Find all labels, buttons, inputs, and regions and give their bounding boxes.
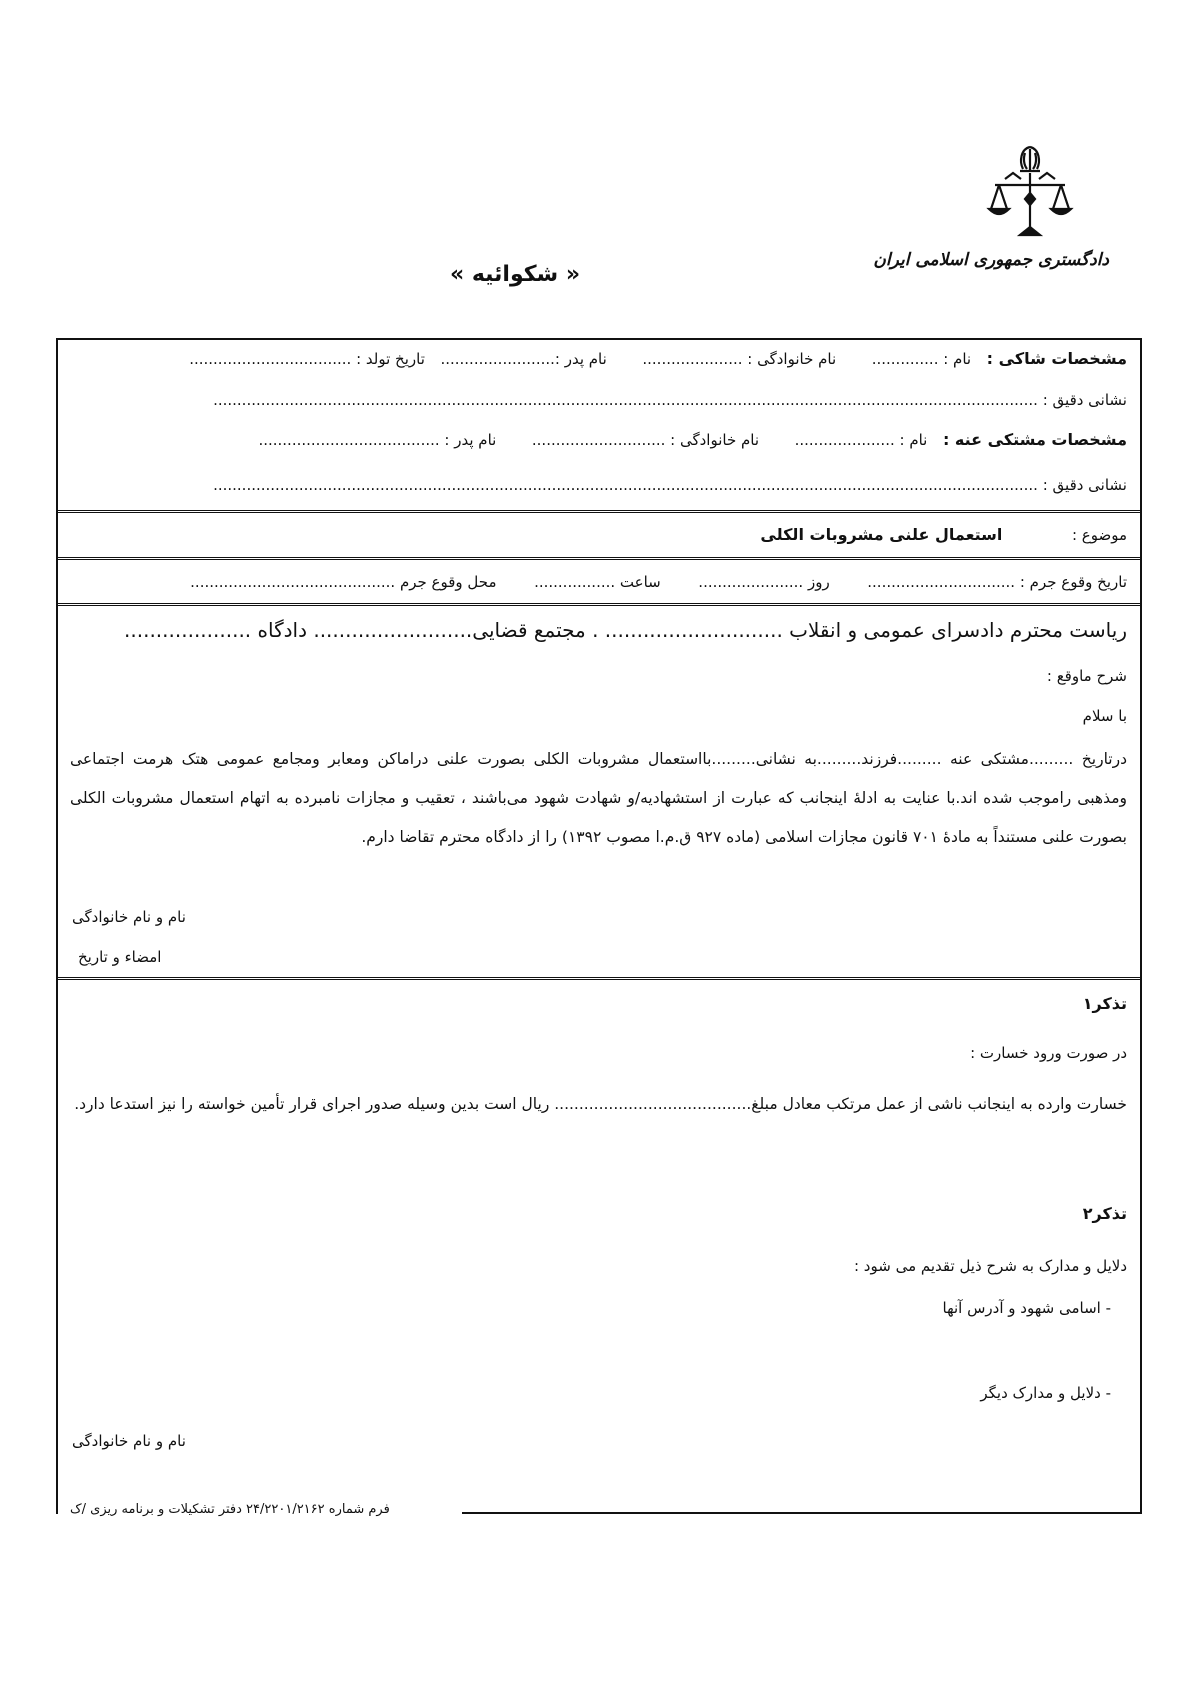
defendant-father-field[interactable]: نام پدر : ...................................... xyxy=(258,431,497,449)
court-address-line[interactable]: ریاست محترم دادسرای عمومی و انقلاب ............................ . مجتمع قضایی......................... دادگاه .................... xyxy=(124,618,1127,642)
subject-value: استعمال علنی مشروبات الکلی xyxy=(760,525,1003,544)
defendant-address-field[interactable]: نشانی دقیق : ............................................................................................................................................................................. xyxy=(213,476,1127,494)
note1-heading: تذکر۱ xyxy=(1082,994,1127,1013)
note2-intro: دلایل و مدارک به شرح ذیل تقدیم می شود : xyxy=(853,1257,1127,1275)
organization-name: دادگستری جمهوری اسلامی ایران xyxy=(873,250,1109,270)
complainant-family-field[interactable]: نام خانوادگی : ..................... xyxy=(642,350,837,368)
form-number: فرم شماره ۲۴/۲۲۰۱/۲۱۶۲ دفتر تشکیلات و برنامه ریزی /ک xyxy=(70,1502,390,1517)
divider-parties xyxy=(56,510,1142,513)
incident-day-field[interactable]: روز ...................... xyxy=(698,573,830,591)
complainant-name-field[interactable]: نام : .............. xyxy=(871,350,972,368)
incident-hour-field[interactable]: ساعت ................. xyxy=(534,573,661,591)
incident-place-field[interactable]: محل وقوع جرم ........................................... xyxy=(190,573,497,591)
signature-sign-label: امضاء و تاریخ xyxy=(78,948,162,966)
complainant-row xyxy=(189,348,1127,370)
form-frame xyxy=(56,338,1142,1514)
emblem-icon xyxy=(985,143,1075,243)
divider-subject xyxy=(56,557,1142,560)
defendant-row xyxy=(258,429,1127,451)
note2-item-evidence[interactable]: - دلایل و مدارک دیگر xyxy=(980,1384,1111,1402)
complainant-heading: مشخصات شاکی : xyxy=(986,349,1127,368)
incident-row xyxy=(190,571,1127,593)
note2-heading: تذکر۲ xyxy=(1082,1204,1127,1223)
subject-label: موضوع : xyxy=(1071,526,1127,544)
complaint-paragraph: درتاریخ .........مشتکی عنه .........فرزند.........به نشانی.........بااستعمال مشروبات الکلی بصورت علنی دراماکن ومعابر ومجامع عمومی هتک هرمت اجتماعی ومذهبی راموجب شده اند.با عنایت به ادلهٔ اینجانب که عبارت از استشهادیه/و شهادت شهود می‌باشند ، تعقیب و مجازات نامبرده به اتهام استعمال مشروبات الکلی بصورت علنی مستنداً به مادهٔ ۷۰۱ قانون مجازات اسلامی (ماده ۹۲۷ ق.م.ا مصوب ۱۳۹۲) را از دادگاه محترم تقاضا دارم. xyxy=(70,750,1127,846)
signature-name-label: نام و نام خانوادگی xyxy=(72,908,186,926)
form-title: « شکوائیه » xyxy=(449,262,581,287)
complainant-address-field[interactable]: نشانی دقیق : ............................................................................................................................................................................. xyxy=(213,391,1127,409)
note2-item-witnesses[interactable]: - اسامی شهود و آدرس آنها xyxy=(942,1299,1111,1317)
defendant-family-field[interactable]: نام خانوادگی : ............................ xyxy=(531,431,760,449)
note1-paragraph[interactable]: خسارت وارده به اینجانب ناشی از عمل مرتکب معادل مبلغ........................................ ریال است بدین وسیله صدور اجرای قرار تأمین خواسته را نیز استدعا دارد. xyxy=(74,1095,1127,1113)
defendant-name-field[interactable]: نام : ..................... xyxy=(794,431,928,449)
incident-date-field[interactable]: تاریخ وقوع جرم : ............................... xyxy=(867,573,1127,591)
note2-name-label: نام و نام خانوادگی xyxy=(72,1432,186,1450)
complainant-father-field[interactable]: نام پدر :........................ xyxy=(440,350,607,368)
defendant-heading: مشخصات مشتکی عنه : xyxy=(942,430,1127,449)
note1-condition: در صورت ورود خسارت : xyxy=(970,1044,1127,1062)
bottom-line xyxy=(462,1512,1142,1514)
complainant-birth-field[interactable]: تاریخ تولد : .................................. xyxy=(189,350,425,368)
greeting: با سلام xyxy=(1082,707,1127,725)
description-label: شرح ماوقع : xyxy=(1046,667,1127,685)
divider-incident xyxy=(56,603,1142,606)
divider-body xyxy=(56,977,1142,980)
subject-row xyxy=(760,524,1127,546)
